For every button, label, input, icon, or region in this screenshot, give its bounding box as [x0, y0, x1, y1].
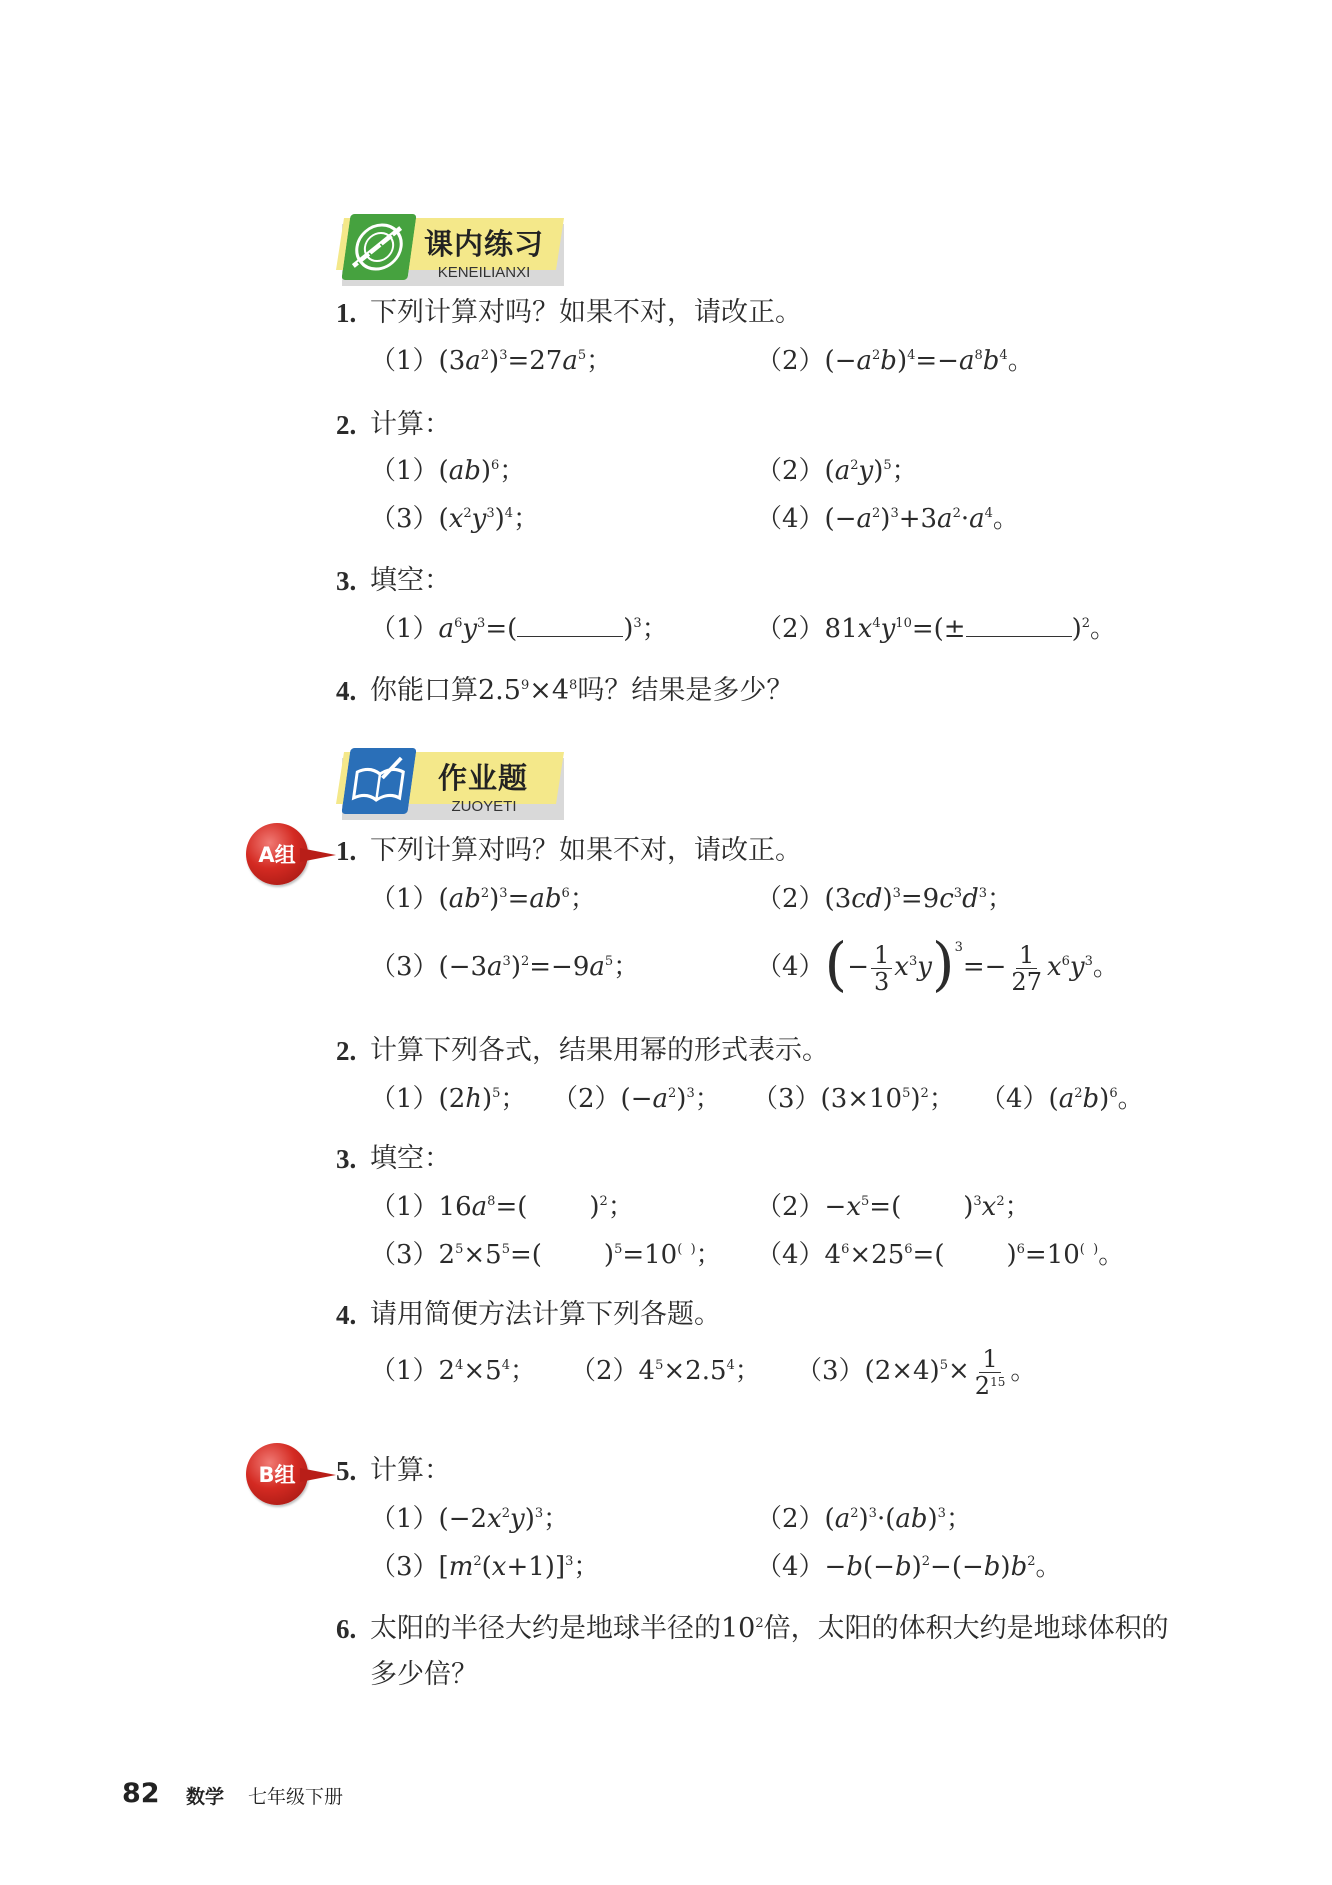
item: （4）(− $\frac{1}{3}$ $x^3y)^3=-$ $\frac{1}{27}$ $x^6y^3$。 [756, 930, 1119, 998]
section-title: 课内练习 [424, 227, 545, 261]
item: $(4)-b(-b)^2-(-b)b^2$。 [756, 1552, 1062, 1582]
item: $(3)(3\times 10^5)^2$； [752, 1084, 955, 1114]
item: $(2)(a^2)^3\cdot(ab)^3$； [756, 1504, 972, 1534]
section-subtitle: KENEILIANXI [437, 264, 531, 281]
item: $(2)(3cd)^3=9c^3d^3$； [756, 884, 1014, 914]
item: $(2)4^5\times 2.5^4$； [570, 1356, 761, 1386]
item: $(4)(a^2b)^6$。 [980, 1084, 1144, 1114]
group-a-badge: A组 [246, 823, 308, 885]
item: $(4)(-a^2)^3+3a^2\cdot a^4$。 [756, 504, 1019, 534]
item: $(2)(a^2y)^5$； [756, 456, 918, 486]
item: $(1)(2h)^5$； [370, 1084, 527, 1114]
item: $(2)(-a^2b)^4=-a^8b^4$。 [756, 346, 1034, 376]
section-subtitle: ZUOYETI [451, 798, 517, 815]
item: $(3)[m^2(x+1)]^3$； [370, 1552, 600, 1582]
book-pen-icon [341, 748, 416, 814]
item: $(1)(-2x^2y)^3$； [370, 1504, 570, 1534]
item: $(1)a^6y^3=$( )$^3$； [370, 614, 668, 644]
badge-pointer [300, 1468, 336, 1482]
footer-subject: 数学 [186, 1786, 225, 1808]
item: （1）(ab)$^6$； [370, 456, 526, 486]
item: $(1)(ab^2)^3=ab^6$； [370, 884, 596, 914]
item: $(1)(3a^2)^3=27a^5$； [370, 346, 613, 376]
item: $(3)2^5\times 5^5=$( )$^5$=10( )； [370, 1240, 722, 1270]
item: $(1)16a^8=$( )$^2$； [370, 1192, 634, 1222]
badge-pointer [300, 848, 336, 862]
page-number: 82 [122, 1778, 160, 1809]
footer-book: 七年级下册 [248, 1786, 344, 1808]
protractor-icon [341, 214, 416, 280]
item: $(2)-x^5=$( )$^3x^2$； [756, 1192, 1031, 1222]
item: $(4)4^6\times 25^6=$( )$^6$=10( )。 [756, 1240, 1125, 1270]
item: $(3)(x^2y^3)^4$； [370, 504, 540, 534]
group-b-badge: B组 [246, 1443, 308, 1505]
item: $(2)(-a^2)^3$； [552, 1084, 721, 1114]
answer-blank [966, 614, 1072, 637]
item: $(3)(2\times 4)^5\times$ $\frac{1}{2^{15}}$ 。 [796, 1344, 1037, 1400]
item: $(3)(-3a^3)^2=-9a^5$； [370, 952, 640, 982]
item: $(1)2^4\times 5^4$； [370, 1356, 536, 1386]
section-title: 作业题 [438, 761, 529, 795]
section-header-homework [336, 752, 568, 824]
question-continued: 多少倍？ [370, 1659, 478, 1690]
answer-blank [517, 614, 623, 637]
section-header-practice [336, 218, 568, 290]
item: $(2)81x^4y^{10}=(\pm )^2$。 [756, 614, 1117, 644]
